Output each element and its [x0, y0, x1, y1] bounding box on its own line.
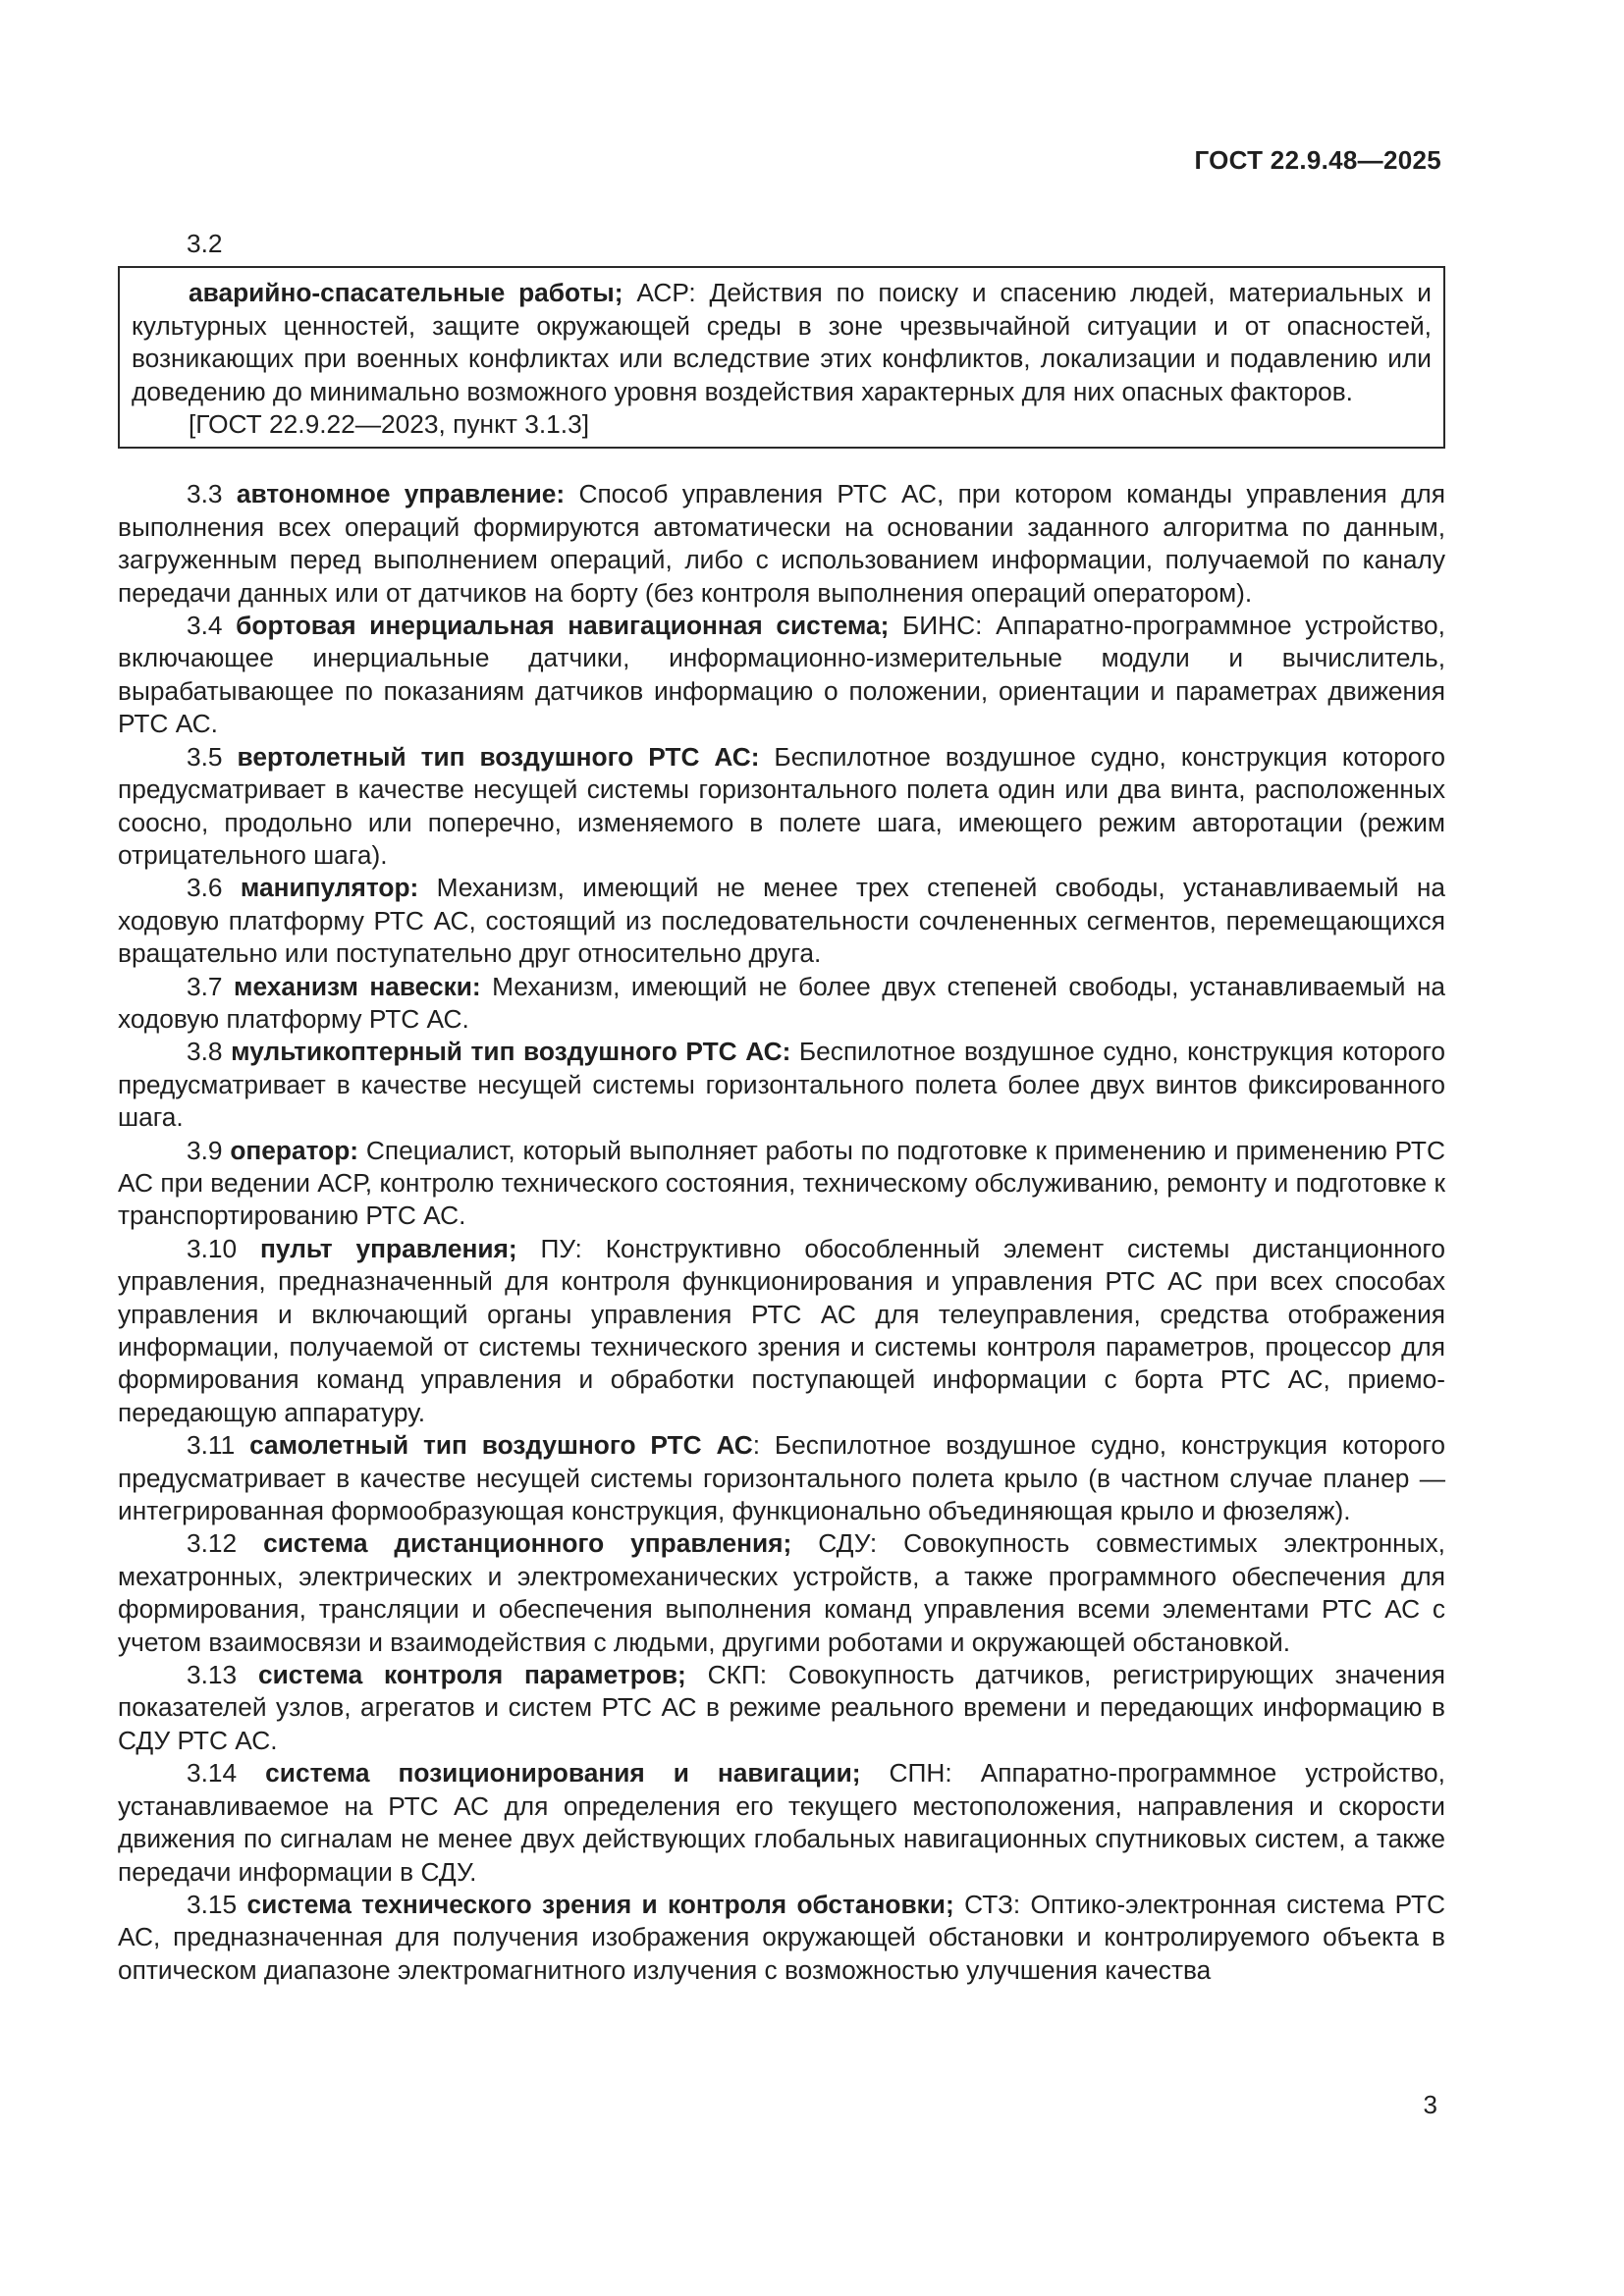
term: пульт управления; [260, 1233, 517, 1263]
clause-number: 3.12 [187, 1528, 264, 1559]
clause-number: 3.2 [187, 229, 223, 258]
boxed-definition [132, 277, 1432, 408]
clause-number: 3.14 [187, 1758, 266, 1789]
definition-text: Способ управления РТС АС, при котором команды управления для выполнения всех операций формируются автоматически на основании заданного алгоритма по данным, загруженным перед выполнением операций, либо с использованием информации, получаемой по каналу передачи данных или от датчиков на борту (без контроля выполнения операций оператором). [118, 479, 1445, 608]
definition-paragraph [118, 1135, 1445, 1233]
definition-text: Механизм, имеющий не более двух степеней свободы, устанавливаемый на ходовую платформу РТС АС. [118, 971, 1445, 1034]
term: бортовая инерциальная навигационная система; [236, 611, 890, 641]
term: самолетный тип воздушного РТС АС [249, 1430, 753, 1461]
definition-text: Беспилотное воздушное судно, конструкция которого предусматривает в качестве несущей системы горизонтального полета один или два винта, расположенных соосно, продольно или поперечно, изменяемого в полете шага, имеющего режим авторотации (режим отрицательного шага). [118, 741, 1445, 870]
clause-number: 3.4 [187, 611, 237, 641]
definition-paragraph [118, 872, 1445, 970]
clause-number: 3.10 [187, 1233, 261, 1263]
definition-source: [ГОСТ 22.9.22—2023, пункт 3.1.3] [189, 409, 590, 440]
definition-text: Механизм, имеющий не менее трех степеней свободы, устанавливаемый на ходовую платформу РТС АС, состоящий из последовательности сочлененных сегментов, перемещающихся вращательно или поступательно друг относительно друга. [118, 873, 1445, 969]
definition-text: : Беспилотное воздушное судно, конструкция которого предусматривает в качестве несущей системы горизонтального полета крыло (в частном случае планер — интегрированная формообразующая конструкция, функционально объединяющая крыло и фюзеляж). [118, 1430, 1445, 1526]
definition-paragraph [118, 741, 1445, 873]
clause-number: 3.7 [187, 971, 234, 1001]
term: механизм навески: [234, 971, 481, 1001]
definition-text: БИНС: Аппаратно-программное устройство, включающее инерциальные датчики, информационно-измерительные модули и вычислитель, вырабатывающее по показаниям датчиков информацию о положении, ориентации и параметрах движения РТС АС. [118, 611, 1445, 739]
term: система технического зрения и контроля обстановки; [246, 1889, 954, 1919]
definition-text: АСР: Действия по поиску и спасению людей, материальных и культурных ценностей, защите окружающей среды в зоне чрезвычайной ситуации и от опасностей, возникающих при военных конфликтах или вследствие этих конфликтов, локализации и подавлению или доведению до минимально возможного уровня воздействия характерных для них опасных факторов. [132, 278, 1432, 406]
definition-paragraph [118, 1757, 1445, 1889]
definition-paragraph [118, 971, 1445, 1037]
reference-definition-box [118, 266, 1445, 449]
clause-number: 3.6 [187, 873, 241, 903]
term: вертолетный тип воздушного РТС АС: [237, 741, 760, 772]
clause-number: 3.15 [187, 1889, 247, 1919]
definition-paragraph [118, 610, 1445, 741]
page-number: 3 [1423, 2090, 1437, 2119]
definition-text: СТЗ: Оптико-электронная система РТС АС, предназначенная для получения изображения окружающей обстановки и контролируемого объекта в оптическом диапазоне электромагнитного излучения с возможностью улучшения качества [118, 1889, 1446, 1985]
definition-text: Беспилотное воздушное судно, конструкция которого предусматривает в качестве несущей системы горизонтального полета более двух винтов фиксированного шага. [118, 1037, 1445, 1133]
definition-paragraph [118, 1527, 1445, 1659]
clause-number: 3.8 [187, 1037, 232, 1067]
definition-paragraph [118, 478, 1445, 610]
definition-paragraph [118, 1036, 1445, 1134]
clause-number: 3.3 [187, 479, 237, 509]
term: мультикоптерный тип воздушного РТС АС: [231, 1037, 791, 1067]
term: система дистанционного управления; [263, 1528, 792, 1559]
document-header: ГОСТ 22.9.48—2025 [1194, 145, 1441, 175]
term: система позиционирования и навигации; [265, 1758, 861, 1789]
page-content [118, 228, 1445, 1987]
definition-paragraph [118, 1233, 1445, 1429]
clause-number: 3.5 [187, 741, 238, 772]
definition-text: СКП: Совокупность датчиков, регистрирующих значения показателей узлов, агрегатов и систем РТС АС в режиме реального времени и передающих информацию в СДУ РТС АС. [118, 1660, 1445, 1755]
term: манипулятор: [240, 873, 419, 903]
definitions-list [118, 478, 1445, 1987]
definition-text: ПУ: Конструктивно обособленный элемент системы дистанционного управления, предназначенный для контроля функционирования и управления РТС АС при всех способах управления и включающий органы управления РТС АС для телеуправления, средства отображения информации, получаемой от системы технического зрения и системы контроля параметров, процессор для формирования команд управления и обработки поступающей информации с борта РТС АС, приемо-передающую аппаратуру. [118, 1233, 1445, 1427]
term: оператор: [230, 1135, 359, 1165]
clause-number: 3.9 [187, 1135, 231, 1165]
term: автономное управление: [236, 479, 566, 509]
clause-number: 3.11 [187, 1430, 250, 1461]
definition-paragraph [118, 1889, 1445, 1987]
term: система контроля параметров; [257, 1660, 686, 1690]
definition-paragraph [118, 1659, 1445, 1757]
definition-paragraph [118, 1429, 1445, 1527]
clause-number: 3.13 [187, 1660, 258, 1690]
definition-text: Специалист, который выполняет работы по подготовке к применению и применению РТС АС при ведении АСР, контролю технического состояния, техническому обслуживанию, ремонту и подготовке к транспортированию РТС АС. [118, 1135, 1445, 1231]
definition-text: СПН: Аппаратно-программное устройство, устанавливаемое на РТС АС для определения его текущего местоположения, направления и скорости движения по сигналам не менее двух действующих глобальных навигационных спутниковых систем, а также передачи информации в СДУ. [118, 1758, 1445, 1887]
term: аварийно-спасательные работы; [189, 278, 623, 308]
definition-text: СДУ: Совокупность совместимых электронных, мехатронных, электрических и электромеханических устройств, а также программного обеспечения для формирования, трансляции и обеспечения выполнения команд управления всеми элементами РТС АС с учетом взаимосвязи и взаимодействия с людьми, другими роботами и окружающей обстановкой. [118, 1528, 1445, 1657]
